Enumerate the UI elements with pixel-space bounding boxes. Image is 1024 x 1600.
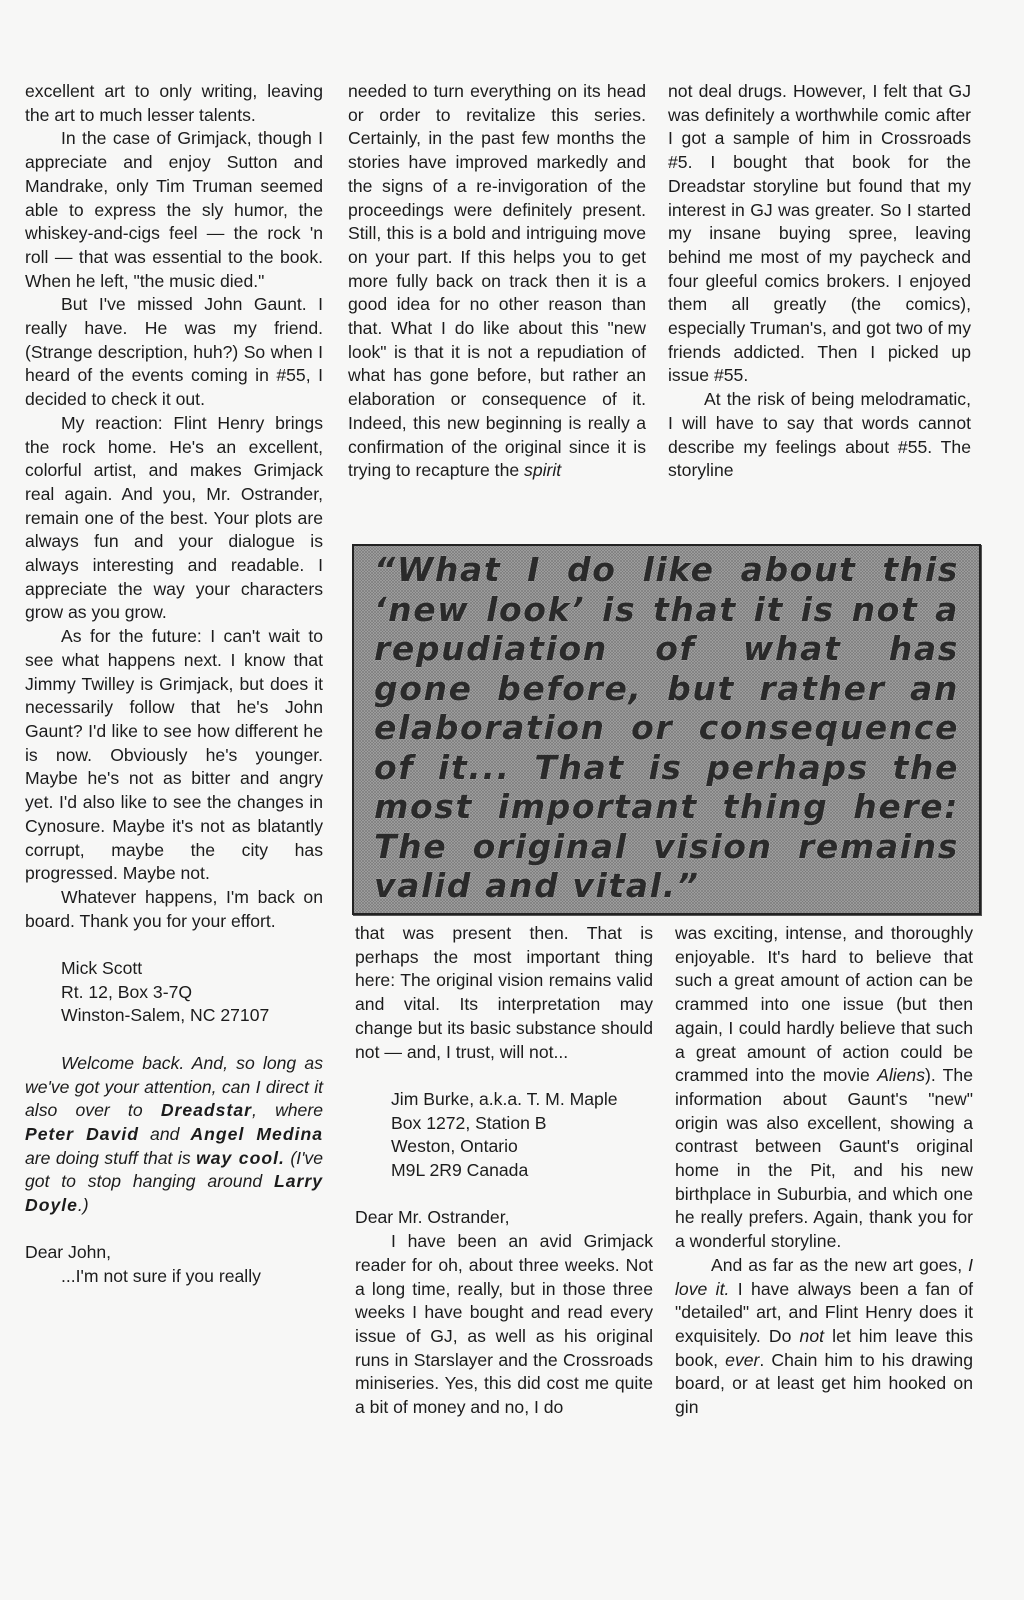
editor-reply-emphasis: Peter David — [25, 1123, 139, 1144]
letter-paragraph: not deal drugs. However, I felt that GJ was definitely a worthwhile comic after I got a sample of him in Crossroads #5. I bought that book for the Dreadstar storyline but found that my interest in GJ was greater. So I started my insane buying spree, leaving behind me most of my paycheck and four gleeful comics brokers. I enjoyed them all greatly (the comics), especially Truman's, and got two of my friends addicted. Then I picked up issue #55. — [668, 81, 971, 386]
letter-paragraph — [348, 80, 646, 483]
letter-salutation: Dear Mr. Ostrander, — [355, 1207, 510, 1228]
pull-quote-text: “What I do like about this ‘new look’ is that it is not a repudiation of what has gone before, but rather an elaboration or consequence of it... That is perhaps the most important thing here: The original vision remains valid and vital.” — [374, 550, 959, 905]
middle-column-bottom — [355, 922, 653, 1420]
editor-reply-text: Welcome back. And, so long as we've got your attention, can I direct it also over to — [25, 1052, 323, 1121]
editor-reply-text: .) — [77, 1195, 89, 1216]
signature-address-line: Winston-Salem, NC 27107 — [61, 1005, 270, 1026]
letter-paragraph: But I've missed John Gaunt. I really have. He was my friend. (Strange description, huh?) So when I heard of the events coming in #55, I decided to check it out. — [25, 294, 323, 410]
signature-address-line: Box 1272, Station B — [391, 1112, 547, 1133]
editor-reply — [25, 1052, 323, 1218]
signature-address-line: Weston, Ontario — [391, 1136, 518, 1157]
editor-reply-text: are doing stuff that is — [25, 1147, 197, 1168]
spacer — [25, 1218, 323, 1242]
letter-paragraph: Whatever happens, I'm back on board. Thank you for your effort. — [25, 886, 323, 931]
letter-text: ). The information about Gaunt's "new" origin was also excellent, showing a contrast between Gaunt's original home in the Pit, and his new birthplace in Suburbia, and which one he really prefers. Again, thank you for a wonderful storyline. — [675, 1065, 973, 1252]
spacer — [25, 1028, 323, 1052]
editor-reply-emphasis: Larry Doyle — [25, 1171, 323, 1216]
spacer — [355, 1064, 653, 1088]
letter-paragraph: In the case of Grimjack, though I appreciate and enjoy Sutton and Mandrake, only Tim Truman seemed able to express the sly humor, the whiskey-and-cigs feel — the rock 'n roll — that was essential to the book. When he left, "the music died." — [25, 128, 323, 291]
letter-paragraph: At the risk of being melodramatic, I will have to say that words cannot describe my feelings about #55. The storyline — [668, 389, 971, 481]
letter-paragraph: My reaction: Flint Henry brings the rock home. He's an excellent, colorful artist, and makes Grimjack real again. And you, Mr. Ostrander, remain one of the best. Your plots are always fun and your dialogue is always interesting and readable. I appreciate the way your characters grow as you grow. — [25, 412, 323, 623]
pull-quote-box — [352, 544, 981, 915]
editor-reply-emphasis: Angel Medina — [190, 1123, 323, 1144]
letter-salutation: Dear John, — [25, 1242, 112, 1263]
letter-paragraph — [675, 922, 973, 1254]
letter-text: was exciting, intense, and thoroughly enjoyable. It's hard to believe that such a great amount of action can be crammed into one issue (but then again, I could hardly believe that such a great amount of action could be crammed into the movie — [675, 923, 973, 1086]
letter-text-italic: not — [799, 1325, 824, 1346]
editor-reply-emphasis: way cool. — [196, 1147, 285, 1168]
editor-reply-text: (I've got to stop hanging around — [25, 1147, 324, 1192]
letter-text: And as far as the new art goes, — [711, 1254, 969, 1275]
letter-text: let him leave this book, — [675, 1325, 973, 1370]
spacer — [25, 933, 323, 957]
letter-text-italic: spirit — [524, 460, 562, 481]
letter-text: . Chain him to his drawing board, or at least get him hooked on gin — [675, 1349, 973, 1418]
signature-address-line: Rt. 12, Box 3-7Q — [61, 981, 193, 1002]
letter-text: I have always been a fan of "detailed" art, and Flint Henry does it exquisitely. Do — [675, 1278, 973, 1346]
middle-column-top — [348, 80, 646, 483]
right-column-top — [668, 80, 971, 483]
editor-reply-emphasis: Dreadstar — [160, 1100, 252, 1121]
letter-paragraph: I have been an avid Grimjack reader for oh, about three weeks. Not a long time, really, but in those three weeks I have bought and read every issue of GJ, as well as his original runs in Starslayer and the Crossroads miniseries. Yes, this did cost me quite a bit of money and no, I do — [355, 1231, 653, 1418]
right-column-bottom — [675, 922, 973, 1420]
letter-paragraph: ...I'm not sure if you really — [61, 1266, 261, 1287]
letter-paragraph: As for the future: I can't wait to see what happens next. I know that Jimmy Twilley is Grimjack, but does it necessarily follow that he's John Gaunt? I'd like to see how different he is now. Obviously he's younger. Maybe he's not as bitter and angry yet. I'd also like to see the changes in Cynosure. Maybe it's not as blatantly corrupt, maybe the city has progressed. Maybe not. — [25, 626, 323, 884]
letter-paragraph: excellent art to only writing, leaving the art to much lesser talents. — [25, 81, 323, 125]
editor-reply-text: , where — [251, 1100, 323, 1121]
letter-text-italic: ever — [725, 1349, 760, 1370]
letter-signature — [25, 957, 323, 1028]
signature-address-line: M9L 2R9 Canada — [391, 1160, 529, 1181]
left-column — [25, 80, 323, 1289]
signature-name: Jim Burke, a.k.a. T. M. Maple — [391, 1088, 618, 1109]
spacer — [355, 1183, 653, 1207]
letter-paragraph: that was present then. That is perhaps the most important thing here: The original vision remains valid and vital. Its interpretation may change but its basic substance should not — and, I trust, will not... — [355, 923, 653, 1062]
letter-signature — [355, 1088, 653, 1183]
letter-text-italic: I love it. — [675, 1254, 973, 1299]
letter-paragraph — [675, 1254, 973, 1420]
letter-text: needed to turn everything on its head or order to revitalize this series. Certainly, in the past few months the stories have improved markedly and the signs of a re-invigoration of the proceedings were definitely present. Still, this is a bold and intriguing move on your part. If this helps you to get more fully back on track then it is a good idea for no other reason than that. What I do like about this "new look" is that it is not a repudiation of what has gone before, but rather an elaboration or consequence of it. Indeed, this new beginning is really a confirmation of the original since it is trying to recapture the — [348, 81, 646, 481]
editor-reply-text: and — [138, 1123, 191, 1144]
signature-name: Mick Scott — [61, 958, 143, 978]
letter-text-italic: Aliens — [877, 1065, 925, 1086]
